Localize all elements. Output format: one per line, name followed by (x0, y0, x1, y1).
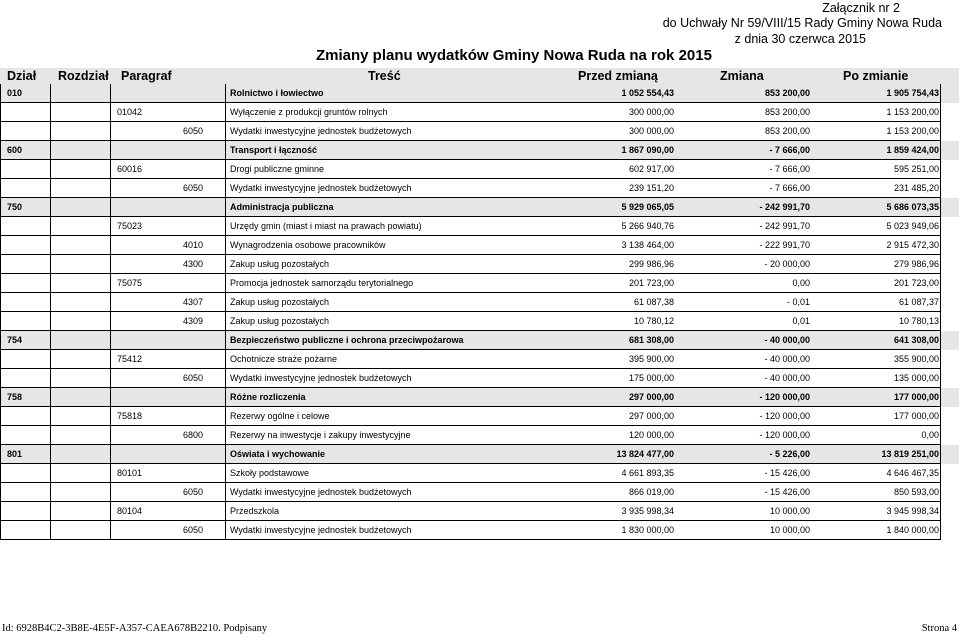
row-amount-before: 13 824 477,00 (616, 449, 674, 459)
row-amount-before: 3 935 998,34 (621, 506, 674, 516)
row-amount-change: - 40 000,00 (764, 354, 810, 364)
table-row-section (0, 198, 959, 217)
row-description: Wydatki inwestycyjne jednostek budżetowych (230, 487, 412, 497)
table-row-paragraph (0, 483, 959, 502)
row-amount-before: 300 000,00 (628, 126, 674, 136)
resolution-date: z dnia 30 czerwca 2015 (734, 32, 866, 46)
row-code: 801 (7, 449, 23, 459)
row-code: 6800 (183, 430, 204, 440)
row-amount-change: - 7 666,00 (769, 164, 810, 174)
row-code: 60016 (117, 164, 143, 174)
table-row-paragraph (0, 255, 959, 274)
row-amount-after: 1 840 000,00 (886, 525, 939, 535)
row-code: 6050 (183, 487, 204, 497)
table-row-paragraph (0, 369, 959, 388)
row-code: 4309 (183, 316, 204, 326)
row-amount-change: - 20 000,00 (764, 259, 810, 269)
row-description: Zakup usług pozostałych (230, 316, 330, 326)
row-amount-change: - 222 991,70 (759, 240, 810, 250)
row-amount-after: 4 646 467,35 (886, 468, 939, 478)
row-code: 758 (7, 392, 23, 402)
row-amount-change: - 0,01 (786, 297, 810, 307)
page-number: Strona 4 (921, 623, 957, 634)
table-row-chapter (0, 274, 959, 293)
row-divider (0, 539, 940, 540)
row-amount-after: 5 023 949,06 (886, 221, 939, 231)
row-description: Wydatki inwestycyjne jednostek budżetowych (230, 525, 412, 535)
table-row-chapter (0, 350, 959, 369)
table-row-section (0, 445, 959, 464)
table-row-paragraph (0, 293, 959, 312)
row-amount-change: - 15 426,00 (764, 468, 810, 478)
row-amount-after: 355 900,00 (893, 354, 939, 364)
row-amount-before: 5 929 065,05 (621, 202, 674, 212)
row-description: Wyłączenie z produkcji gruntów rolnych (230, 107, 388, 117)
row-amount-before: 61 087,38 (633, 297, 674, 307)
row-amount-before: 300 000,00 (628, 107, 674, 117)
column-header-po: Po zmianie (843, 69, 909, 83)
row-amount-before: 1 867 090,00 (621, 145, 674, 155)
row-description: Szkoły podstawowe (230, 468, 310, 478)
row-code: 6050 (183, 525, 204, 535)
row-code: 4307 (183, 297, 204, 307)
column-header-rozdzial: Rozdział (58, 69, 109, 83)
row-description: Wydatki inwestycyjne jednostek budżetowych (230, 183, 412, 193)
row-code: 6050 (183, 373, 204, 383)
row-code: 75412 (117, 354, 143, 364)
row-amount-change: - 40 000,00 (764, 335, 810, 345)
table-row-section (0, 84, 959, 103)
table-row-paragraph (0, 426, 959, 445)
row-code: 600 (7, 145, 23, 155)
table-row-section (0, 331, 959, 350)
attachment-number: Załącznik nr 2 (822, 1, 900, 15)
row-description: Promocja jednostek samorządu terytorialnego (230, 278, 414, 288)
table-row-paragraph (0, 312, 959, 331)
table-row-chapter (0, 407, 959, 426)
row-amount-before: 10 780,12 (633, 316, 674, 326)
row-description: Administracja publiczna (230, 202, 334, 212)
row-amount-after: 641 308,00 (893, 335, 939, 345)
row-amount-after: 231 485,20 (893, 183, 939, 193)
row-amount-change: - 120 000,00 (759, 411, 810, 421)
row-code: 4010 (183, 240, 204, 250)
table-row-paragraph (0, 236, 959, 255)
row-amount-change: 853 200,00 (764, 107, 810, 117)
page-title: Zmiany planu wydatków Gminy Nowa Ruda na rok 2015 (316, 47, 712, 64)
row-amount-after: 10 780,13 (898, 316, 939, 326)
row-amount-after: 177 000,00 (893, 411, 939, 421)
row-amount-after: 1 153 200,00 (886, 107, 939, 117)
column-header-przed: Przed zmianą (578, 69, 658, 83)
row-amount-after: 1 153 200,00 (886, 126, 939, 136)
row-amount-change: 853 200,00 (764, 126, 810, 136)
row-description: Przedszkola (230, 506, 280, 516)
table-row-chapter (0, 502, 959, 521)
row-amount-change: - 120 000,00 (759, 392, 810, 402)
row-amount-after: 13 819 251,00 (881, 449, 939, 459)
row-amount-after: 2 915 472,30 (886, 240, 939, 250)
row-amount-before: 175 000,00 (628, 373, 674, 383)
row-description: Wydatki inwestycyjne jednostek budżetowych (230, 373, 412, 383)
row-code: 6050 (183, 126, 204, 136)
row-code: 01042 (117, 107, 143, 117)
row-amount-after: 201 723,00 (893, 278, 939, 288)
row-amount-before: 5 266 940,76 (621, 221, 674, 231)
row-code: 75818 (117, 411, 143, 421)
row-description: Wydatki inwestycyjne jednostek budżetowych (230, 126, 412, 136)
row-amount-after: 595 251,00 (893, 164, 939, 174)
row-code: 80101 (117, 468, 143, 478)
table-row-chapter (0, 160, 959, 179)
column-header-row (0, 68, 959, 84)
row-amount-after: 177 000,00 (893, 392, 939, 402)
column-header-dzial: Dział (7, 69, 37, 83)
row-amount-before: 201 723,00 (628, 278, 674, 288)
document-id: Id: 6928B4C2-3B8E-4E5F-A357-CAEA678B2210. Podpisany (2, 623, 268, 634)
row-amount-before: 866 019,00 (628, 487, 674, 497)
table-row-paragraph (0, 179, 959, 198)
row-amount-after: 3 945 998,34 (886, 506, 939, 516)
row-amount-change: 10 000,00 (769, 506, 810, 516)
table-row-chapter (0, 464, 959, 483)
row-amount-change: 0,00 (792, 278, 810, 288)
row-description: Transport i łączność (230, 145, 318, 155)
table-right-border (940, 84, 941, 540)
row-amount-after: 1 905 754,43 (886, 88, 939, 98)
row-description: Różne rozliczenia (230, 392, 306, 402)
table-left-border (0, 84, 1, 540)
row-amount-after: 135 000,00 (893, 373, 939, 383)
row-amount-before: 1 052 554,43 (621, 88, 674, 98)
row-amount-before: 297 000,00 (628, 411, 674, 421)
column-divider (110, 84, 111, 540)
row-amount-change: - 242 991,70 (759, 221, 810, 231)
row-amount-before: 120 000,00 (628, 430, 674, 440)
row-description: Oświata i wychowanie (230, 449, 326, 459)
column-header-tresc: Treść (368, 69, 401, 83)
table-row-chapter (0, 217, 959, 236)
row-amount-after: 61 087,37 (898, 297, 939, 307)
row-code: 010 (7, 88, 23, 98)
column-divider (225, 84, 226, 540)
row-amount-change: - 242 991,70 (759, 202, 810, 212)
row-amount-change: - 7 666,00 (769, 145, 810, 155)
row-amount-change: - 120 000,00 (759, 430, 810, 440)
row-description: Rezerwy ogólne i celowe (230, 411, 330, 421)
row-amount-after: 0,00 (921, 430, 939, 440)
row-code: 750 (7, 202, 23, 212)
table-row-section (0, 141, 959, 160)
row-amount-after: 5 686 073,35 (886, 202, 939, 212)
row-amount-before: 1 830 000,00 (621, 525, 674, 535)
row-code: 6050 (183, 183, 204, 193)
row-code: 75075 (117, 278, 143, 288)
row-amount-before: 395 900,00 (628, 354, 674, 364)
row-description: Wynagrodzenia osobowe pracowników (230, 240, 386, 250)
row-amount-before: 239 151,20 (628, 183, 674, 193)
row-code: 754 (7, 335, 23, 345)
row-description: Bezpieczeństwo publiczne i ochrona przeciwpożarowa (230, 335, 464, 345)
row-amount-change: 10 000,00 (769, 525, 810, 535)
resolution-reference: do Uchwały Nr 59/VIII/15 Rady Gminy Nowa Ruda (662, 16, 942, 30)
column-divider (50, 84, 51, 540)
row-amount-change: - 15 426,00 (764, 487, 810, 497)
table-row-paragraph (0, 521, 959, 540)
row-amount-before: 297 000,00 (628, 392, 674, 402)
row-description: Zakup usług pozostałych (230, 259, 330, 269)
row-description: Urzędy gmin (miast i miast na prawach powiatu) (230, 221, 422, 231)
row-amount-before: 681 308,00 (628, 335, 674, 345)
row-description: Drogi publiczne gminne (230, 164, 325, 174)
row-amount-before: 4 661 893,35 (621, 468, 674, 478)
row-code: 80104 (117, 506, 143, 516)
column-header-zmiana: Zmiana (720, 69, 764, 83)
row-description: Zakup usług pozostałych (230, 297, 330, 307)
row-amount-change: - 40 000,00 (764, 373, 810, 383)
column-header-paragraf: Paragraf (121, 69, 172, 83)
row-description: Rolnictwo i łowiectwo (230, 88, 324, 98)
row-amount-change: 0,01 (792, 316, 810, 326)
row-amount-after: 850 593,00 (893, 487, 939, 497)
table-row-section (0, 388, 959, 407)
row-amount-change: 853 200,00 (764, 88, 810, 98)
row-amount-before: 602 917,00 (628, 164, 674, 174)
table-row-paragraph (0, 122, 959, 141)
row-amount-after: 1 859 424,00 (886, 145, 939, 155)
table-row-chapter (0, 103, 959, 122)
row-code: 75023 (117, 221, 143, 231)
row-description: Rezerwy na inwestycje i zakupy inwestycyjne (230, 430, 411, 440)
row-amount-change: - 7 666,00 (769, 183, 810, 193)
row-amount-after: 279 986,96 (893, 259, 939, 269)
row-amount-change: - 5 226,00 (769, 449, 810, 459)
row-amount-before: 3 138 464,00 (621, 240, 674, 250)
row-description: Ochotnicze straże pożarne (230, 354, 338, 364)
row-code: 4300 (183, 259, 204, 269)
row-amount-before: 299 986,96 (628, 259, 674, 269)
